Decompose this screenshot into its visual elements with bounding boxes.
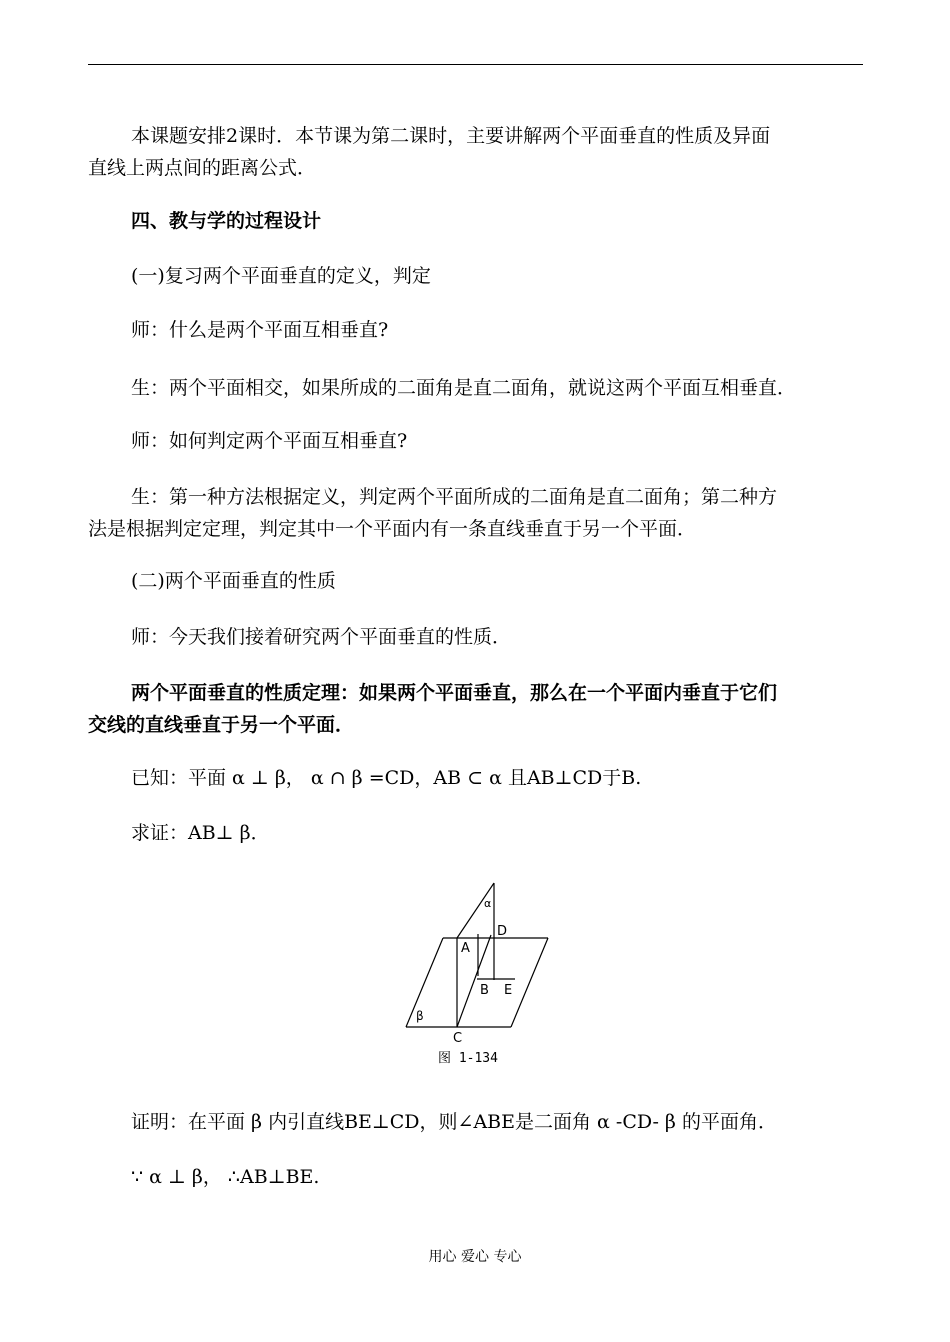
prove-statement: 求证：AB⊥ β． bbox=[131, 822, 270, 844]
label-beta: β bbox=[416, 1009, 424, 1023]
student-answer-2-line-1: 生：第一种方法根据定义，判定两个平面所成的二面角是直二面角；第二种方 bbox=[131, 486, 778, 508]
label-C: C bbox=[453, 1031, 463, 1046]
perpendicular-planes-diagram bbox=[398, 876, 558, 1070]
geometry-figure bbox=[398, 876, 558, 1070]
page-footer: 用心 爱心 专心 bbox=[428, 1249, 522, 1265]
subheading-review: (一)复习两个平面垂直的定义，判定 bbox=[131, 265, 431, 287]
intro-line-2: 直线上两点间的距离公式． bbox=[88, 157, 317, 179]
label-alpha: α bbox=[484, 897, 492, 910]
label-E: E bbox=[504, 983, 513, 998]
proof-line-2: ∵ α ⊥ β， ∴AB⊥BE. bbox=[131, 1166, 320, 1188]
teacher-statement: 师：今天我们接着研究两个平面垂直的性质． bbox=[131, 626, 512, 648]
intro-line-1: 本课题安排2课时．本节课为第二课时，主要讲解两个平面垂直的性质及异面 bbox=[131, 125, 771, 147]
student-answer-2-line-2: 法是根据判定定理，判定其中一个平面内有一条直线垂直于另一个平面． bbox=[88, 518, 697, 540]
teacher-question-2: 师：如何判定两个平面互相垂直? bbox=[131, 430, 408, 452]
student-answer-1: 生：两个平面相交，如果所成的二面角是直二面角，就说这两个平面互相垂直． bbox=[131, 377, 797, 399]
teacher-question-1: 师：什么是两个平面互相垂直? bbox=[131, 319, 389, 341]
header-rule bbox=[88, 64, 863, 65]
proof-line-1: 证明：在平面 β 内引直线BE⊥CD，则∠ABE是二面角 α -CD- β 的平面角． bbox=[131, 1111, 777, 1133]
theorem-line-1: 两个平面垂直的性质定理：如果两个平面垂直，那么在一个平面内垂直于它们 bbox=[131, 682, 778, 704]
given-statement: 已知：平面 α ⊥ β， α ∩ β =CD，AB ⊂ α 且AB⊥CD于B. bbox=[131, 767, 642, 789]
theorem-line-2: 交线的直线垂直于另一个平面． bbox=[88, 714, 355, 736]
subheading-property: (二)两个平面垂直的性质 bbox=[131, 570, 336, 592]
label-B: B bbox=[480, 983, 489, 998]
label-D: D bbox=[497, 924, 508, 939]
section-heading: 四、教与学的过程设计 bbox=[131, 210, 322, 232]
label-A: A bbox=[461, 941, 470, 956]
figure-caption: 图 1-134 bbox=[438, 1051, 498, 1066]
